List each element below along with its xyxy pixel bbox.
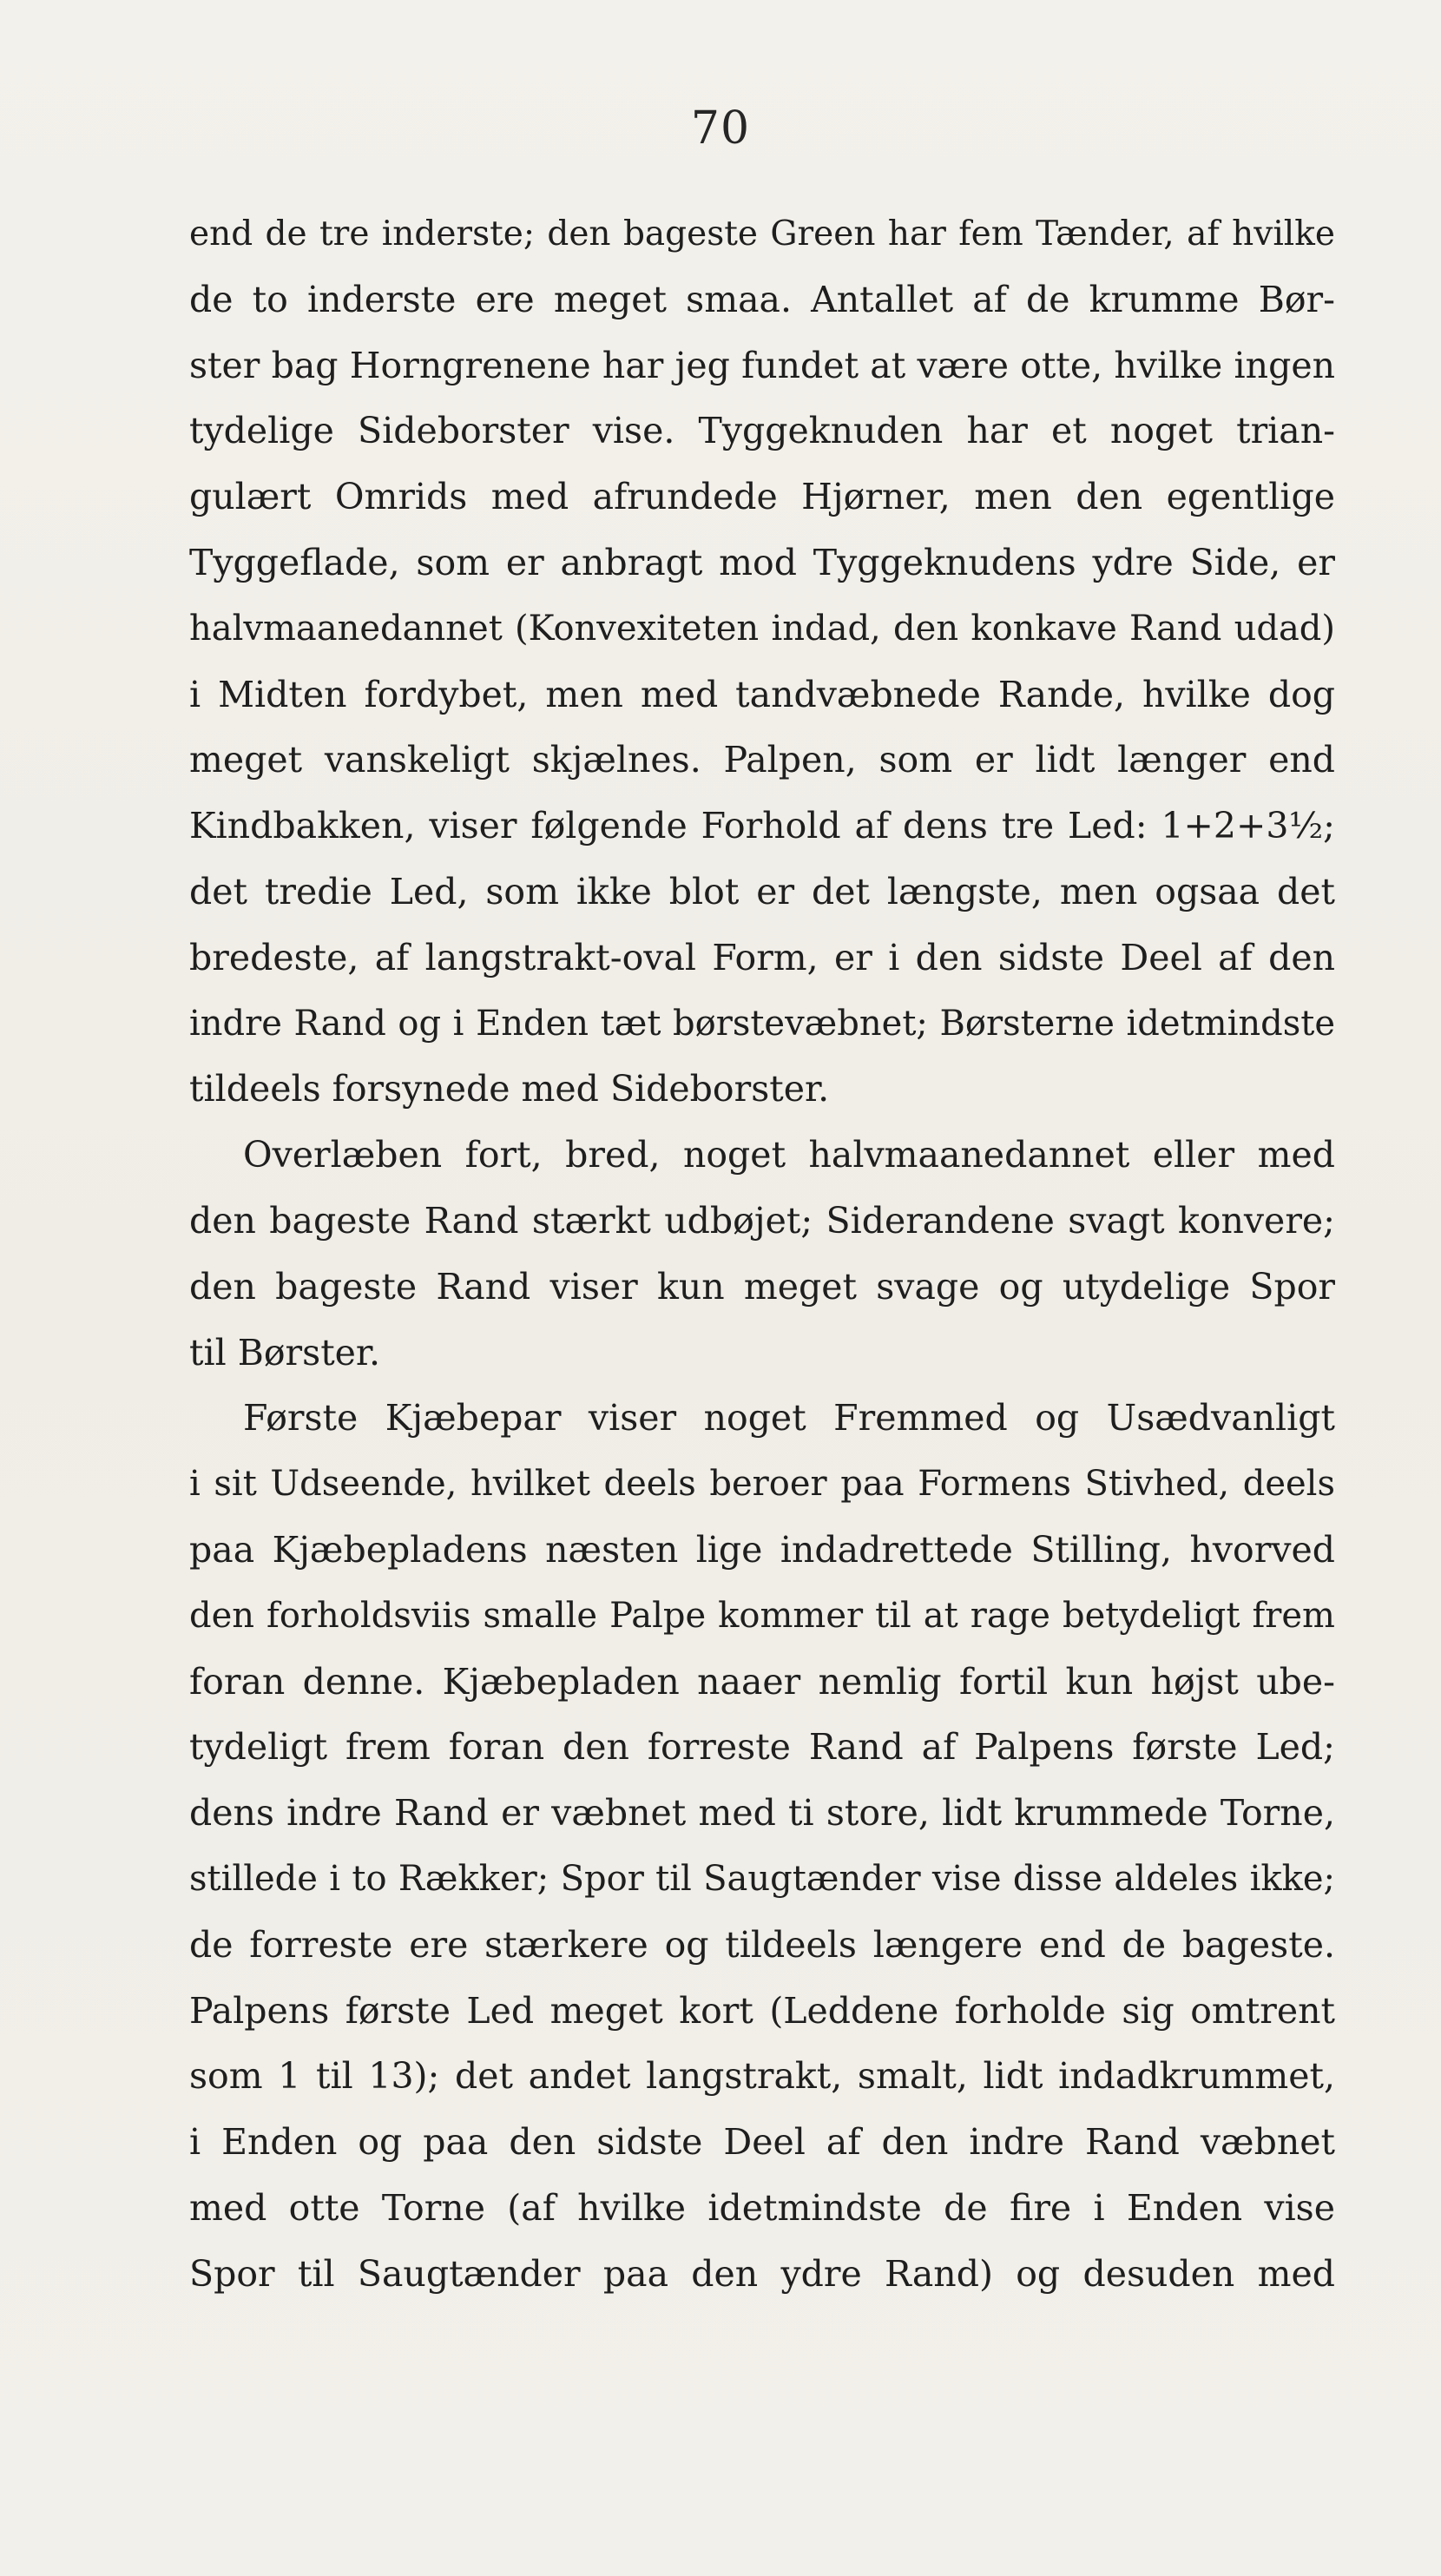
page-number: 70 bbox=[690, 102, 751, 155]
text-line: end de tre inderste; den bageste Green har fem Tænder, af hvilke bbox=[189, 214, 1335, 254]
text-line: til Børster. bbox=[189, 1331, 381, 1374]
text-line: bredeste, af langstrakt-oval Form, er i den sidste Deel af den bbox=[189, 936, 1335, 978]
text-line: i Midten fordybet, men med tandvæbnede Rande, hvilke dog bbox=[189, 673, 1335, 715]
text-line: paa Kjæbepladens næsten lige indadrettede Stilling, hvorved bbox=[189, 1528, 1335, 1571]
text-line: tydeligt frem foran den forreste Rand af Palpens første Led; bbox=[189, 1726, 1335, 1769]
text-line: Palpens første Led meget kort (Leddene forholde sig omtrent bbox=[189, 1989, 1335, 2032]
text-line: det tredie Led, som ikke blot er det længste, men ogsaa det bbox=[189, 870, 1335, 912]
text-line: Spor til Saugtænder paa den ydre Rand) og desuden med bbox=[189, 2252, 1335, 2295]
text-line: halvmaanedannet (Konvexiteten indad, den konkave Rand udad) bbox=[189, 608, 1335, 649]
text-line: tydelige Sideborster vise. Tyggeknuden har et noget trian- bbox=[189, 410, 1335, 452]
text-line: stillede i to Rækker; Spor til Saugtænder vise disse aldeles ikke; bbox=[189, 1858, 1335, 1899]
text-line: den bageste Rand stærkt udbøjet; Siderandene svagt konvere; bbox=[189, 1199, 1335, 1242]
text-line: som 1 til 13); det andet langstrakt, smalt, lidt indadkrummet, bbox=[189, 2055, 1335, 2098]
text-line: de forreste ere stærkere og tildeels længere end de bageste. bbox=[189, 1923, 1335, 1966]
text-line: dens indre Rand er væbnet med ti store, lidt krummede Torne, bbox=[189, 1792, 1335, 1835]
text-line: den bageste Rand viser kun meget svage og utydelige Spor bbox=[189, 1265, 1335, 1308]
text-line: Overlæben fort, bred, noget halvmaanedannet eller med bbox=[243, 1134, 1335, 1176]
text-line: gulært Omrids med afrundede Hjørner, men den egentlige bbox=[189, 476, 1335, 518]
text-line: i sit Udseende, hvilket deels beroer paa Formens Stivhed, deels bbox=[189, 1464, 1335, 1505]
text-line: indre Rand og i Enden tæt børstevæbnet; Børsterne idetmindste bbox=[189, 1003, 1335, 1044]
text-line: meget vanskeligt skjælnes. Palpen, som er lidt længer end bbox=[189, 739, 1335, 781]
text-line: ster bag Horngrenene har jeg fundet at være otte, hvilke ingen bbox=[189, 344, 1335, 386]
text-line: med otte Torne (af hvilke idetmindste de fire i Enden vise bbox=[189, 2186, 1335, 2229]
text-line: de to inderste ere meget smaa. Antallet af de krumme Bør- bbox=[189, 278, 1335, 320]
body-text bbox=[189, 201, 1335, 2308]
text-line: tildeels forsynede med Sideborster. bbox=[189, 1068, 830, 1110]
text-line: Tyggeflade, som er anbragt mod Tyggeknudens ydre Side, er bbox=[189, 541, 1335, 583]
text-line: Første Kjæbepar viser noget Fremmed og Usædvanligt bbox=[243, 1397, 1335, 1440]
text-line: i Enden og paa den sidste Deel af den indre Rand væbnet bbox=[189, 2121, 1335, 2164]
text-line: Kindbakken, viser følgende Forhold af dens tre Led: 1+2+3½; bbox=[189, 805, 1335, 847]
text-line: foran denne. Kjæbepladen naaer nemlig fortil kun højst ube- bbox=[189, 1660, 1335, 1703]
text-line: den forholdsviis smalle Palpe kommer til at rage betydeligt frem bbox=[189, 1595, 1335, 1636]
